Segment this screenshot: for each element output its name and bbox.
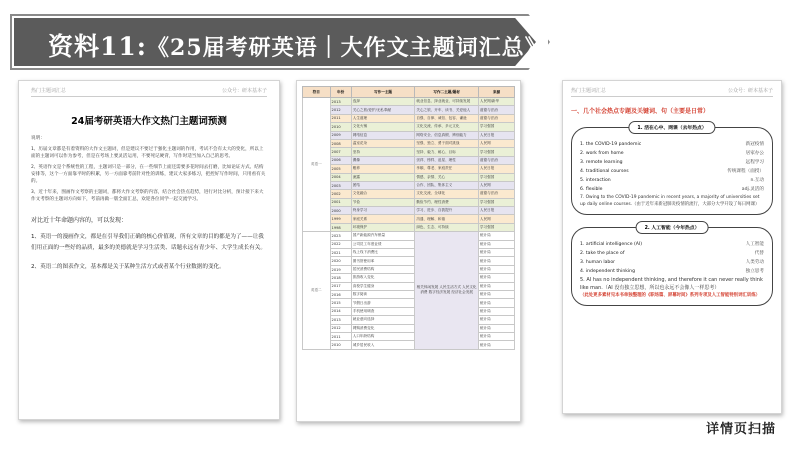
topic-cell: 就业意向选择	[351, 316, 415, 324]
source-cell: 学习强国	[478, 173, 514, 181]
table-header: 来源	[478, 87, 514, 98]
vocab-row	[580, 267, 764, 276]
table-row	[303, 265, 515, 273]
topic-cell: 公司员工年度业绩	[351, 240, 415, 248]
table-row	[303, 307, 515, 315]
table-row	[303, 299, 515, 307]
table-row	[303, 290, 515, 298]
document-page-vocabulary	[562, 80, 782, 414]
source-cell: 道德与法治	[478, 114, 514, 122]
subtopic-cell: 绿色、生态、可持续	[415, 223, 479, 231]
banner-title	[48, 27, 548, 63]
topic-cell: 家庭关系	[351, 215, 415, 223]
year-cell: 2012	[330, 106, 351, 114]
year-cell: 2008	[330, 139, 351, 147]
vocab-english: 4. independent thinking	[580, 269, 636, 274]
intro-label: 说明：	[31, 136, 45, 141]
year-cell: 2010	[330, 123, 351, 131]
vocab-english: 4. traditional courses	[580, 169, 629, 174]
vocab-chinese: n.互动	[750, 178, 764, 183]
table-row	[303, 249, 515, 257]
topic-cell: 国产新能源汽车销量	[351, 232, 415, 240]
subtopic-cell: 文化交流、传承、多元文化	[415, 123, 479, 131]
topic-cell: 坚持	[351, 148, 415, 156]
vocab-english: 3. human labor	[580, 260, 616, 265]
topic-cell: 数字阅读	[351, 290, 415, 298]
page-header-left: 热门主题词汇总	[571, 88, 607, 94]
year-cell: 2015	[330, 299, 351, 307]
source-cell: 统计局	[478, 249, 514, 257]
table-row	[303, 131, 515, 139]
table-row	[303, 165, 515, 173]
topic-cell: 节假日出游	[351, 299, 415, 307]
source-cell: 统计局	[478, 316, 514, 324]
topic-cell: 线上线下消费比	[351, 249, 415, 257]
year-cell: 2002	[330, 190, 351, 198]
source-cell: 道德与法治	[478, 106, 514, 114]
topic-cell: 文化融合	[351, 190, 415, 198]
year-cell: 2021	[330, 249, 351, 257]
year-cell: 2014	[330, 307, 351, 315]
vocab-chinese: 远程学习	[745, 160, 764, 165]
year-cell: 2000	[330, 207, 351, 215]
section-heading: 一、几个社会热点专题及关键词、句（主要是日常）	[571, 108, 710, 115]
subtopic-cell: 沟通、理解、和谐	[415, 215, 479, 223]
source-cell: 人民日报	[478, 165, 514, 173]
table-row	[303, 156, 515, 164]
vocab-chinese: 独立思考	[745, 269, 764, 274]
vocab-row	[580, 240, 764, 249]
table-row	[303, 341, 515, 349]
year-cell: 2001	[330, 198, 351, 206]
source-cell: 学习强国	[478, 148, 514, 156]
paragraph-english-two: 2、英语二的图表作文，基本都是关于某种生活方式或者某个行业数据的变化。	[31, 264, 225, 270]
table-row	[303, 257, 515, 265]
page-header-right: 公众号：研本基本子	[727, 88, 773, 94]
vocab-english: 2. work from home	[580, 151, 624, 156]
table-row	[303, 240, 515, 248]
document-page-predictions	[18, 80, 280, 420]
topic-table	[302, 86, 515, 350]
vocab-row	[580, 167, 764, 176]
page-header-right: 公众号：研本基本子	[221, 88, 267, 94]
vocab-chinese: 人类劳动	[745, 260, 764, 265]
source-cell: 道德与法治	[478, 156, 514, 164]
vocab-chinese: adj.灵活的	[741, 187, 764, 192]
table-row	[303, 123, 515, 131]
table-row	[303, 282, 515, 290]
topic-cell: 人口年龄结构	[351, 332, 415, 340]
subtopic-cell: 孝顺、尊老、家庭责任	[415, 165, 479, 173]
source-cell: 人民日报	[478, 207, 514, 215]
document-page-table	[296, 80, 521, 422]
topic-cell: 节俭	[351, 198, 415, 206]
vocab-row	[580, 149, 764, 158]
year-cell: 2007	[330, 148, 351, 156]
vocab-chinese: 代替	[754, 251, 764, 256]
year-cell: 2012	[330, 324, 351, 332]
vocab-row	[580, 249, 764, 258]
vocab-english: 1. artificial intelligence (AI)	[580, 242, 643, 247]
source-cell: 人民网	[478, 181, 514, 189]
subtopic-cell: 坚强、独立、勇于面对挑战	[415, 139, 479, 147]
source-cell: 学习强国	[478, 223, 514, 231]
group-cell: 相关休闲发展 人民生活方式 人民文化消费 数字经济发展 经济社会发展	[415, 232, 479, 349]
table-row	[303, 232, 515, 240]
topic-cell: 环境保护	[351, 223, 415, 231]
table-row	[303, 207, 515, 215]
source-cell: 学习强国	[478, 198, 514, 206]
year-cell: 2023	[330, 232, 351, 240]
topic-cell: 旅游收入变化	[351, 274, 415, 282]
source-cell: 统计局	[478, 240, 514, 248]
topic-cell: 图书馆使用率	[351, 257, 415, 265]
table-row	[303, 332, 515, 340]
source-cell: 统计局	[478, 232, 514, 240]
year-cell: 2022	[330, 240, 351, 248]
banner-prefix: 资料11:	[48, 32, 148, 61]
topic-cell: 人生道理	[351, 114, 415, 122]
source-cell: 人民日报	[478, 131, 514, 139]
table-row	[303, 98, 515, 106]
table-row	[303, 181, 515, 189]
year-cell: 2003	[330, 181, 351, 189]
subtopic-cell: 自强、自律、诚信、包容、谦逊	[415, 114, 479, 122]
note-2: 2、英语作文是个系统性的工程，主题词只是一部分，在一些细节上面还需要多花时间去打磨，比如论证方式、结构安排等，这个一方面靠平时的积累，另一方面靠考前针对性的训练，建议大家多练习，把控好写作时间，只用看有关的。	[31, 165, 266, 184]
year-cell: 2017	[330, 282, 351, 290]
table-header: 写作一主题	[351, 87, 415, 98]
topic-cell: 网络信息	[351, 131, 415, 139]
subtopic-cell: 合作、团队、集体主义	[415, 181, 479, 189]
table-row	[303, 190, 515, 198]
source-cell: 统计局	[478, 332, 514, 340]
table-row	[303, 173, 515, 181]
document-title: 24届考研英语大作文热门主题词预测	[71, 116, 227, 127]
topic-cell: 选择	[351, 98, 415, 106]
vocab-row	[580, 185, 764, 194]
year-cell: 2011	[330, 114, 351, 122]
comparison-heading: 对比近十年命题内容的，可以发现：	[31, 217, 128, 224]
topic-cell: 网购消费变化	[351, 324, 415, 332]
vocab-english: 5. interaction	[580, 178, 611, 183]
vocab-english: 3. remote learning	[580, 160, 623, 165]
year-cell: 2005	[330, 165, 351, 173]
vocab-row	[580, 258, 764, 267]
year-cell: 2009	[330, 131, 351, 139]
extra-note: （此处更多素材见本书单独整理的《职场篇、屏幕时间》系列专项及人工智能特别词汇训练）	[580, 293, 761, 298]
table-row	[303, 148, 515, 156]
topic-cell: 文化火锅	[351, 123, 415, 131]
table-header: 符目	[303, 87, 331, 98]
vocab-chinese: 居家办公	[745, 151, 764, 156]
table-header: 写作二主题/题材	[415, 87, 479, 98]
page-header-left: 热门主题词汇总	[31, 88, 67, 94]
subtopic-cell: 关心之旅、开车、读书、关爱他人	[415, 106, 479, 114]
table-row	[303, 316, 515, 324]
table-row	[303, 106, 515, 114]
source-cell: 人民网/新华	[478, 98, 514, 106]
table-row	[303, 215, 515, 223]
source-cell: 统计局	[478, 282, 514, 290]
example-sentence: 5. AI has no independent thinking, and therefore it can never really think like man.（AI 没有独立思想，所以也永远不会像人一样思考）	[580, 277, 763, 291]
vocab-row	[580, 158, 764, 167]
subtopic-cell: 崇拜、榜样、追星、理性	[415, 156, 479, 164]
vocab-row	[580, 140, 764, 149]
example-sentence: 7. Owing to the COVID-19 pandemic in recent years, a majority of universities set up daily online courses.（由于近年来新冠肺炎疫情的流行，大部分大学开设了每日网课）	[580, 195, 760, 207]
table-row	[303, 114, 515, 122]
subtopic-cell: 文化交流、全球化	[415, 190, 479, 198]
source-cell: 统计局	[478, 274, 514, 282]
year-cell: 2004	[330, 173, 351, 181]
table-row	[303, 139, 515, 147]
year-cell: 1999	[330, 215, 351, 223]
subtopic-cell: 情感、亲情、关心	[415, 173, 479, 181]
year-cell: 2013	[330, 316, 351, 324]
scan-label: 详情页扫描	[705, 422, 776, 437]
year-cell: 2020	[330, 257, 351, 265]
vocab-chinese: 新冠疫情	[745, 142, 764, 147]
topic-cell: 高校学生健身	[351, 282, 415, 290]
year-cell: 2006	[330, 156, 351, 164]
topic-cell: 温室花朵	[351, 139, 415, 147]
table-row	[303, 198, 515, 206]
source-cell: 统计局	[478, 341, 514, 349]
topic-cell: 城乡居民收入	[351, 341, 415, 349]
paragraph-english-one: 1、英语一的漫画作文，都是在引导我们正确的核心价值观，所有文章的目的都是为了——让我们用正面的一些好的品质，最多的美德就是学习生活类、话题永远有青少年、大学生成长有关。	[31, 234, 266, 251]
topic-cell: 手机使用调查	[351, 307, 415, 315]
source-cell: 学习强国	[478, 123, 514, 131]
source-cell: 统计局	[478, 307, 514, 315]
subtopic-cell: 就业信息、择业就业、可持续发展	[415, 98, 479, 106]
table-row	[303, 324, 515, 332]
source-cell: 统计局	[478, 265, 514, 273]
vocab-english: 6. flexible	[580, 187, 603, 192]
table-row	[303, 223, 515, 231]
box-label: 2. 人工智能（今年热点）	[636, 221, 709, 234]
note-3: 3、近十年来，图画作文考察的主题词，都将大作文考察的内容，结合社会热点趋势，进行对比分析，预计接下来大作文考察的主题词方向如下，考前再做一版全面汇总，欢迎各位同学一起交流学习。	[31, 190, 264, 202]
year-cell: 2016	[330, 290, 351, 298]
topic-cell: 偶像	[351, 156, 415, 164]
source-cell: 统计局	[478, 324, 514, 332]
topic-cell: 关心之旅/爱护/无私奉献	[351, 106, 415, 114]
year-cell: 2018	[330, 274, 351, 282]
banner-heading: 《25届考研英语｜大作文主题词汇总》	[147, 35, 548, 61]
category-cell: 英语一	[303, 98, 331, 232]
topic-cell: 居民消费结构	[351, 265, 415, 273]
topic-cell: 终身学习	[351, 207, 415, 215]
topic-cell: 赡养	[351, 165, 415, 173]
source-cell: 统计局	[478, 290, 514, 298]
year-cell: 2011	[330, 332, 351, 340]
year-cell: 2010	[330, 341, 351, 349]
source-cell: 统计局	[478, 257, 514, 265]
vocab-row	[580, 176, 764, 185]
subtopic-cell: 网络安全、信息真假、辨别能力	[415, 131, 479, 139]
vocab-box-pandemic	[571, 127, 773, 215]
source-cell: 道德与法治	[478, 190, 514, 198]
vocab-english: 2. take the place of	[580, 251, 625, 256]
note-1: 1、历届文章都是有着资料的大作文主题词，但是建议不要过于强化主题词的作用，考试不会有太大的变化，所以上面的主题词可以作为参考，但是在考场上要灵活运用，不要死记硬背，写作时适当加入自己的思考。	[31, 147, 264, 159]
subtopic-cell: 勤俭节约、理性消费	[415, 198, 479, 206]
topic-cell: 流露	[351, 173, 415, 181]
source-cell: 人民网	[478, 215, 514, 223]
subtopic-cell: 学习、进步、自我提升	[415, 207, 479, 215]
box-label: 1. 活在心中、网课（去年热点）	[628, 121, 715, 134]
table-header: 年份	[330, 87, 351, 98]
category-cell: 英语二	[303, 232, 331, 349]
source-cell: 统计局	[478, 299, 514, 307]
source-cell: 人民网	[478, 139, 514, 147]
subtopic-cell: 坚持、毅力、耐心、目标	[415, 148, 479, 156]
vocab-chinese: 传统课程（面授）	[727, 169, 764, 174]
topic-cell: 团结	[351, 181, 415, 189]
table-row	[303, 274, 515, 282]
vocab-box-ai	[571, 227, 773, 306]
year-cell: 2019	[330, 265, 351, 273]
year-cell: 2013	[330, 98, 351, 106]
vocab-english: 1. the COVID-19 pandemic	[580, 142, 642, 147]
year-cell: 1998	[330, 223, 351, 231]
vocab-chinese: 人工智能	[745, 242, 764, 247]
